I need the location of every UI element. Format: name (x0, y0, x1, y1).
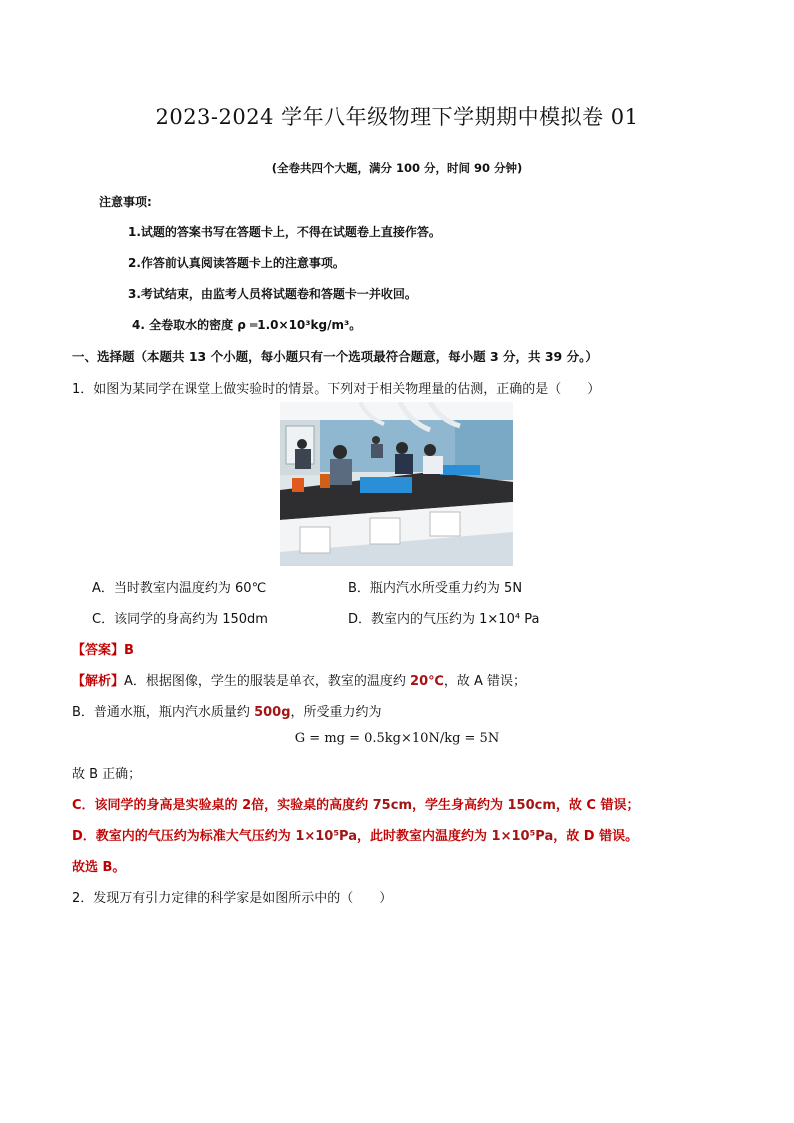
analysis-d-value-1: 1×10⁵Pa (295, 829, 358, 844)
analysis-c-value-1: 75cm (372, 798, 412, 813)
answer-label: 【答案】 (72, 643, 125, 658)
analysis-a-end: ，故 A 错误； (443, 674, 527, 689)
page-title: 2023-2024 学年八年级物理下学期期中模拟卷 01 (155, 105, 639, 129)
analysis-b-text: B．普通水瓶，瓶内汽水质量约 (72, 705, 255, 720)
analysis-c-end: ，故 C 错误； (555, 798, 640, 813)
analysis-b-end: ，所受重力约为 (290, 705, 382, 720)
analysis-d-value-2: 1×10⁵Pa (491, 829, 554, 844)
analysis-b (72, 701, 382, 720)
analysis-a-value: 20℃ (410, 674, 444, 689)
analysis-d-mid: ，此时教室内温度约为 (357, 829, 492, 844)
analysis-c-mid: ，学生身高约为 (411, 798, 508, 813)
final-choice: 故选 B。 (72, 860, 126, 875)
analysis-c-value-2: 150cm (507, 798, 556, 813)
exam-info: (全卷共四个大题，满分 100 分，时间 90 分钟) (271, 161, 523, 175)
section-heading: 一、选择题（本题共 13 个小题，每小题只有一个选项最符合题意，每小题 3 分，共 39 分。） (72, 349, 598, 364)
analysis-d-text: D．教室内的气压约为标准大气压约为 (72, 829, 296, 844)
notice-heading: 注意事项: (99, 195, 152, 209)
analysis-a-text: A．根据图像，学生的服装是单衣，教室的温度约 (124, 674, 411, 689)
option-d: D．教室内的气压约为 1×10⁴ Pa (348, 612, 540, 627)
analysis-label: 【解析】 (72, 674, 125, 689)
notice-item-4: 4. 全卷取水的密度 ρ ═1.0×10³kg/m³。 (132, 318, 362, 332)
analysis-d (72, 825, 638, 844)
question-1-stem: 1．如图为某同学在课堂上做实验时的情景。下列对于相关物理量的估测，正确的是（ ） (72, 382, 601, 397)
analysis-d-end: ，故 D 错误。 (553, 829, 639, 844)
lab-photo (280, 402, 513, 566)
notice-item-3: 3.考试结束，由监考人员将试题卷和答题卡一并收回。 (128, 287, 417, 301)
option-c: C．该同学的身高约为 150dm (92, 612, 268, 627)
answer-line (72, 639, 134, 658)
answer-value: B (124, 643, 134, 658)
analysis-c-text: C．该同学的身高是实验桌的 2倍，实验桌的高度约 (72, 798, 373, 813)
gravity-formula: G = mg = 0.5kg×10N/kg = 5N (294, 731, 500, 746)
notice-item-2: 2.作答前认真阅读答题卡上的注意事项。 (128, 256, 345, 270)
analysis-a (72, 670, 526, 689)
analysis-b-conclusion: 故 B 正确； (72, 767, 142, 782)
analysis-b-value: 500g (254, 705, 291, 720)
option-b: B．瓶内汽水所受重力约为 5N (348, 581, 523, 596)
option-a: A．当时教室内温度约为 60℃ (92, 581, 267, 596)
question-2-stem: 2．发现万有引力定律的科学家是如图所示中的（ ） (72, 891, 393, 906)
analysis-c (72, 794, 640, 813)
notice-item-1: 1.试题的答案书写在答题卡上，不得在试题卷上直接作答。 (128, 225, 441, 239)
